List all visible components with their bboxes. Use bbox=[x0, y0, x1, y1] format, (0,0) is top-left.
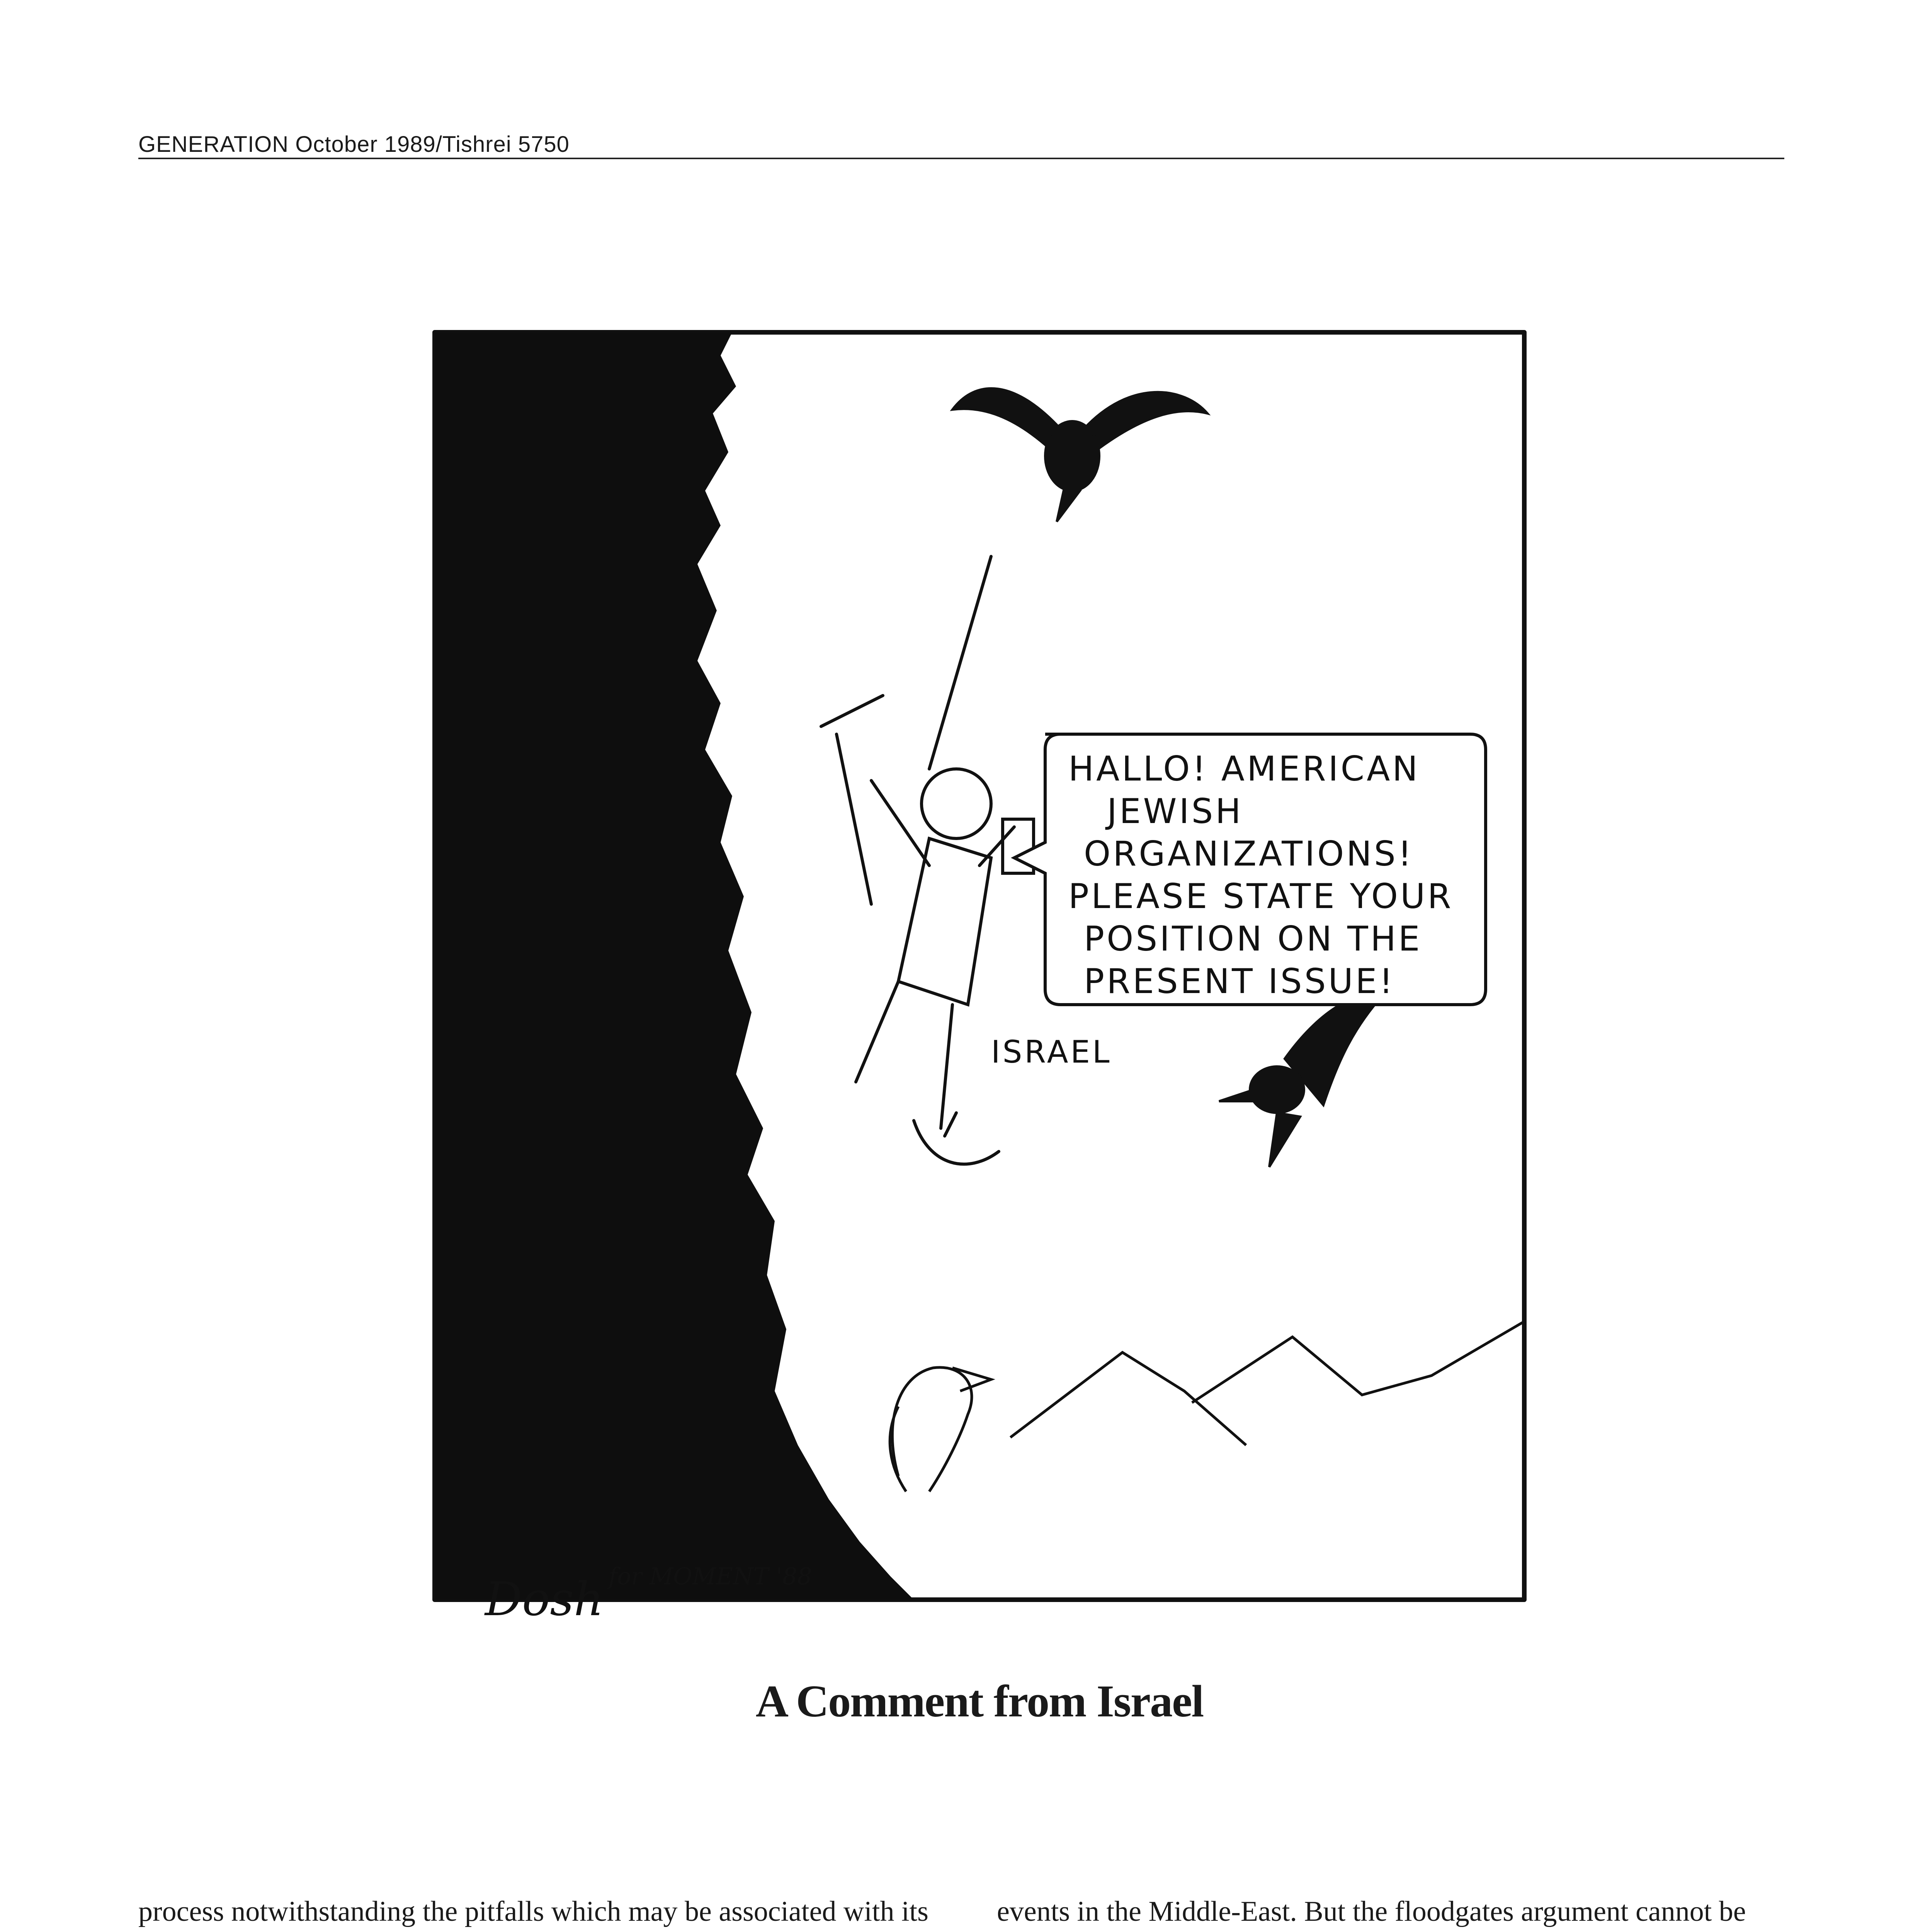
bubble-line-4: PLEASE STATE YOUR bbox=[1068, 876, 1454, 916]
bubble-line-2: JEWISH bbox=[1107, 791, 1243, 831]
cliff-rock bbox=[435, 332, 914, 1600]
climber-label: ISRAEL bbox=[991, 1034, 1112, 1070]
vulture-bottom bbox=[890, 1367, 991, 1492]
bubble-line-6: PRESENT ISSUE! bbox=[1084, 961, 1395, 1001]
article-column-right bbox=[997, 1891, 1804, 1932]
cartoon-caption: A Comment from Israel bbox=[755, 1676, 1204, 1726]
vulture-top bbox=[952, 388, 1207, 522]
bubble-line-1: HALLO! AMERICAN bbox=[1068, 749, 1420, 789]
bubble-line-3: ORGANIZATIONS! bbox=[1084, 834, 1414, 874]
paragraph: process notwithstanding the pitfalls which may be associated with its bbox=[138, 1896, 928, 1927]
header-rule bbox=[138, 158, 1784, 159]
mountains bbox=[1010, 1321, 1524, 1445]
running-head: GENERATION October 1989/Tishrei 5750 bbox=[138, 132, 570, 157]
artist-credit: for MOMENT '88 bbox=[609, 1563, 812, 1590]
climber-israel bbox=[821, 556, 1034, 1164]
editorial-cartoon bbox=[427, 325, 1532, 1669]
article-column-left bbox=[138, 1891, 946, 1932]
bubble-line-5: POSITION ON THE bbox=[1084, 919, 1422, 959]
artist-signature: Dosh bbox=[485, 1573, 604, 1626]
paragraph: events in the Middle-East. But the floodgates argument cannot be bbox=[997, 1896, 1746, 1927]
vulture-right bbox=[1219, 995, 1381, 1167]
